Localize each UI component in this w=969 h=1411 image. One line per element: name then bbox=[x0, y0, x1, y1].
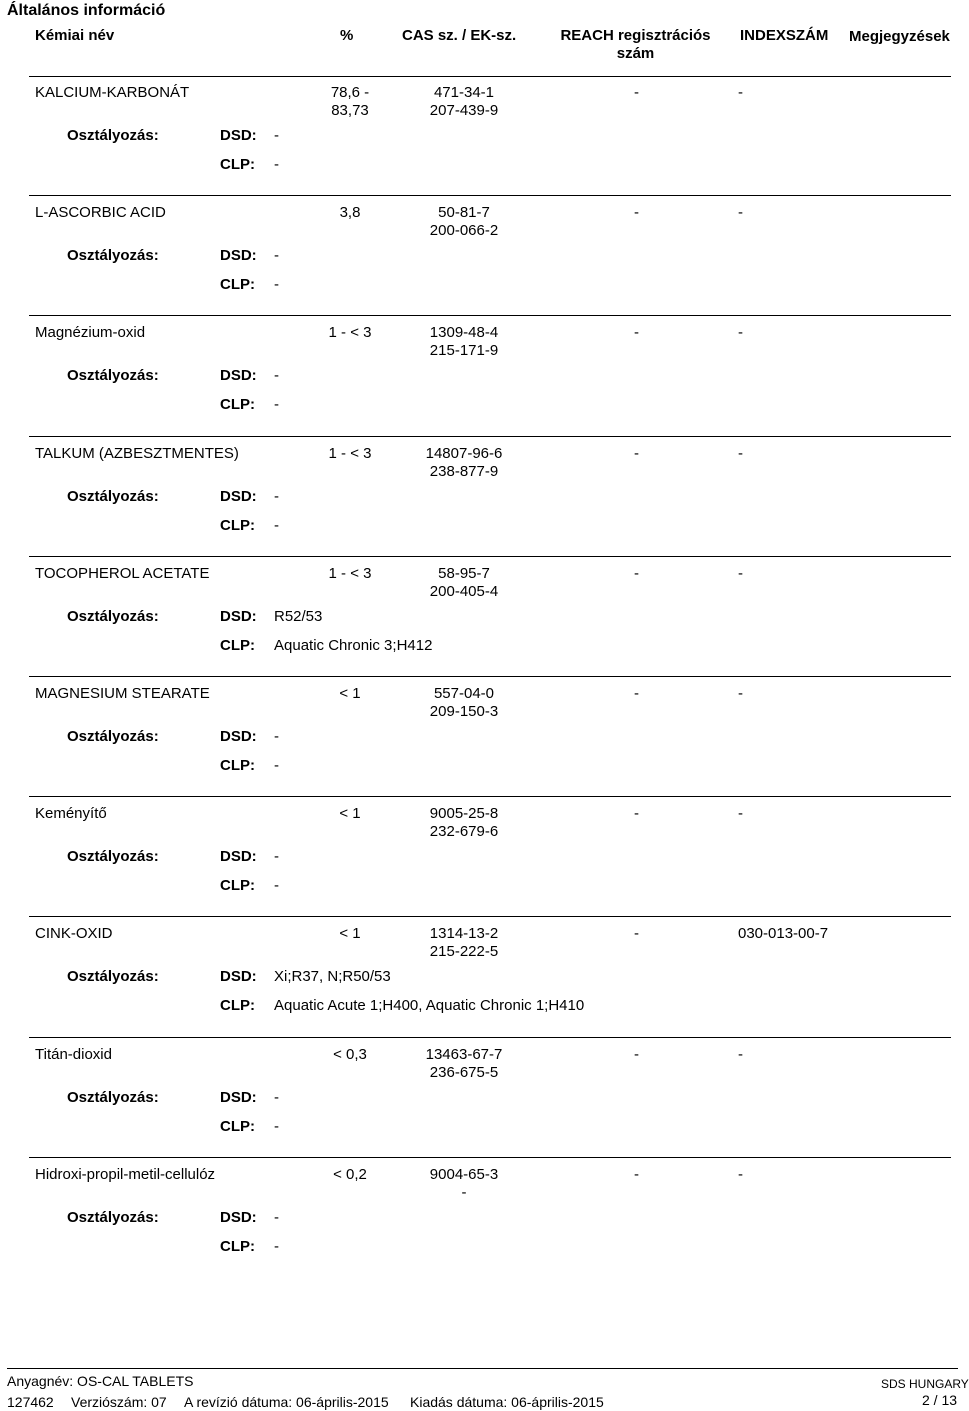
classification-label: Osztályozás: bbox=[67, 1209, 159, 1226]
dsd-value: - bbox=[274, 1209, 279, 1226]
cas-number: 1309-48-4 bbox=[429, 324, 499, 341]
reach-number: - bbox=[634, 1046, 639, 1063]
classification-label: Osztályozás: bbox=[67, 968, 159, 985]
row-separator bbox=[29, 1037, 951, 1038]
cas-number: 58-95-7 bbox=[438, 565, 490, 582]
dsd-label: DSD: bbox=[220, 728, 257, 745]
dsd-label: DSD: bbox=[220, 1089, 257, 1106]
footer-revision-date: A revízió dátuma: 06-április-2015 bbox=[184, 1394, 389, 1410]
percent-line1: < 0,2 bbox=[333, 1166, 367, 1183]
classification-label: Osztályozás: bbox=[67, 247, 159, 264]
classification-label: Osztályozás: bbox=[67, 608, 159, 625]
substance-cas-ec bbox=[404, 445, 524, 481]
dsd-label: DSD: bbox=[220, 608, 257, 625]
header-percent: % bbox=[340, 27, 354, 44]
clp-label: CLP: bbox=[220, 156, 255, 173]
substance-cas-ec bbox=[404, 1166, 524, 1202]
reach-number: - bbox=[634, 685, 639, 702]
dsd-label: DSD: bbox=[220, 848, 257, 865]
percent-line1: < 0,3 bbox=[333, 1046, 367, 1063]
percent-line2: 83,73 bbox=[331, 102, 369, 119]
substance-name: Keményítő bbox=[35, 805, 107, 822]
reach-number: - bbox=[634, 805, 639, 822]
substance-name: L-ASCORBIC ACID bbox=[35, 204, 166, 221]
index-number: - bbox=[738, 324, 743, 341]
substance-row bbox=[0, 685, 960, 795]
substance-name: CINK-OXID bbox=[35, 925, 113, 942]
percent-line1: < 1 bbox=[339, 925, 361, 942]
clp-value: Aquatic Acute 1;H400, Aquatic Chronic 1;H410 bbox=[274, 997, 585, 1014]
dsd-value: - bbox=[274, 127, 279, 144]
classification-label: Osztályozás: bbox=[67, 488, 159, 505]
header-chemical-name: Kémiai név bbox=[35, 27, 115, 44]
percent-line1: 3,8 bbox=[339, 204, 361, 221]
dsd-label: DSD: bbox=[220, 247, 257, 264]
ec-number: 236-675-5 bbox=[429, 1064, 499, 1081]
substance-cas-ec bbox=[404, 204, 524, 240]
dsd-label: DSD: bbox=[220, 1209, 257, 1226]
cas-number: 13463-67-7 bbox=[425, 1046, 503, 1063]
substance-cas-ec bbox=[404, 1046, 524, 1082]
substance-name: KALCIUM-KARBONÁT bbox=[35, 84, 190, 101]
footer-sds-label: SDS HUNGARY bbox=[881, 1377, 969, 1391]
clp-label: CLP: bbox=[220, 276, 255, 293]
dsd-value: - bbox=[274, 848, 279, 865]
reach-number: - bbox=[634, 1166, 639, 1183]
cas-number: 1314-13-2 bbox=[429, 925, 499, 942]
clp-label: CLP: bbox=[220, 997, 255, 1014]
reach-number: - bbox=[634, 445, 639, 462]
dsd-value: - bbox=[274, 1089, 279, 1106]
cas-number: 9004-65-3 bbox=[429, 1166, 499, 1183]
percent-line1: 1 - < 3 bbox=[328, 445, 372, 462]
substance-percent bbox=[300, 685, 400, 703]
substance-row bbox=[0, 204, 960, 314]
classification-label: Osztályozás: bbox=[67, 127, 159, 144]
reach-number: - bbox=[634, 324, 639, 341]
clp-value: - bbox=[274, 156, 279, 173]
clp-value: - bbox=[274, 757, 279, 774]
reach-number: - bbox=[634, 925, 639, 942]
substance-percent bbox=[300, 1046, 400, 1064]
footer-product-name: Anyagnév: OS-CAL TABLETS bbox=[7, 1373, 194, 1389]
dsd-value: - bbox=[274, 247, 279, 264]
substance-row bbox=[0, 925, 960, 1035]
clp-label: CLP: bbox=[220, 1118, 255, 1135]
substance-percent bbox=[300, 1166, 400, 1184]
index-number: - bbox=[738, 805, 743, 822]
clp-value: - bbox=[274, 396, 279, 413]
dsd-label: DSD: bbox=[220, 127, 257, 144]
cas-number: 557-04-0 bbox=[433, 685, 495, 702]
substance-name: TOCOPHEROL ACETATE bbox=[35, 565, 210, 582]
percent-line1: < 1 bbox=[339, 805, 361, 822]
clp-value: - bbox=[274, 276, 279, 293]
ec-number: 200-405-4 bbox=[429, 583, 499, 600]
row-separator bbox=[29, 315, 951, 316]
footer-version: Verziószám: 07 bbox=[71, 1394, 167, 1410]
ec-number: 215-171-9 bbox=[429, 342, 499, 359]
substance-cas-ec bbox=[404, 84, 524, 120]
percent-line1: 1 - < 3 bbox=[328, 324, 372, 341]
substance-row bbox=[0, 324, 960, 434]
index-number: - bbox=[738, 204, 743, 221]
header-notes: Megjegyzések bbox=[849, 28, 950, 45]
row-separator bbox=[29, 556, 951, 557]
footer-doc-id: 127462 bbox=[7, 1394, 54, 1410]
substance-row bbox=[0, 1046, 960, 1156]
dsd-value: - bbox=[274, 488, 279, 505]
ec-number: 232-679-6 bbox=[429, 823, 499, 840]
substance-cas-ec bbox=[404, 805, 524, 841]
ec-number: - bbox=[461, 1184, 467, 1201]
clp-value: - bbox=[274, 1238, 279, 1255]
clp-label: CLP: bbox=[220, 757, 255, 774]
substance-percent bbox=[300, 324, 400, 342]
substance-cas-ec bbox=[404, 324, 524, 360]
substance-row bbox=[0, 445, 960, 555]
substance-percent bbox=[300, 445, 400, 463]
dsd-label: DSD: bbox=[220, 488, 257, 505]
substance-percent bbox=[300, 565, 400, 583]
cas-number: 471-34-1 bbox=[433, 84, 495, 101]
percent-line1: < 1 bbox=[339, 685, 361, 702]
substance-percent bbox=[300, 84, 400, 120]
substance-percent bbox=[300, 925, 400, 943]
clp-value: Aquatic Chronic 3;H412 bbox=[274, 637, 433, 654]
index-number: 030-013-00-7 bbox=[738, 925, 829, 942]
header-reach-line2: szám bbox=[616, 45, 655, 62]
cas-number: 14807-96-6 bbox=[425, 445, 503, 462]
substance-row bbox=[0, 805, 960, 915]
section-title: Általános információ bbox=[7, 2, 166, 19]
reach-number: - bbox=[634, 204, 639, 221]
clp-label: CLP: bbox=[220, 637, 255, 654]
reach-number: - bbox=[634, 84, 639, 101]
ec-number: 238-877-9 bbox=[429, 463, 499, 480]
substance-name: Titán-dioxid bbox=[35, 1046, 112, 1063]
footer-rule bbox=[7, 1368, 958, 1369]
classification-label: Osztályozás: bbox=[67, 848, 159, 865]
classification-label: Osztályozás: bbox=[67, 367, 159, 384]
substance-percent bbox=[300, 805, 400, 823]
row-separator bbox=[29, 796, 951, 797]
index-number: - bbox=[738, 565, 743, 582]
clp-label: CLP: bbox=[220, 877, 255, 894]
ec-number: 215-222-5 bbox=[429, 943, 499, 960]
substance-name: MAGNESIUM STEARATE bbox=[35, 685, 210, 702]
substance-cas-ec bbox=[404, 685, 524, 721]
row-separator bbox=[29, 1157, 951, 1158]
index-number: - bbox=[738, 1166, 743, 1183]
row-separator bbox=[29, 195, 951, 196]
clp-value: - bbox=[274, 877, 279, 894]
clp-label: CLP: bbox=[220, 396, 255, 413]
index-number: - bbox=[738, 685, 743, 702]
substance-row bbox=[0, 565, 960, 675]
header-reach bbox=[548, 27, 723, 63]
clp-value: - bbox=[274, 517, 279, 534]
dsd-label: DSD: bbox=[220, 968, 257, 985]
cas-number: 50-81-7 bbox=[438, 204, 490, 221]
clp-value: - bbox=[274, 1118, 279, 1135]
ec-number: 200-066-2 bbox=[429, 222, 499, 239]
percent-line1: 78,6 - bbox=[330, 84, 370, 101]
row-separator bbox=[29, 916, 951, 917]
ec-number: 207-439-9 bbox=[429, 102, 499, 119]
row-separator bbox=[29, 436, 951, 437]
index-number: - bbox=[738, 1046, 743, 1063]
percent-line1: 1 - < 3 bbox=[328, 565, 372, 582]
dsd-value: - bbox=[274, 728, 279, 745]
dsd-value: R52/53 bbox=[274, 608, 323, 625]
clp-label: CLP: bbox=[220, 1238, 255, 1255]
footer-page-number: 2 / 13 bbox=[922, 1392, 958, 1408]
substance-row bbox=[0, 84, 960, 194]
substance-cas-ec bbox=[404, 925, 524, 961]
substance-name: Hidroxi-propil-metil-cellulóz bbox=[35, 1166, 216, 1183]
classification-label: Osztályozás: bbox=[67, 728, 159, 745]
substance-percent bbox=[300, 204, 400, 222]
dsd-label: DSD: bbox=[220, 367, 257, 384]
row-separator bbox=[29, 676, 951, 677]
header-cas-ec: CAS sz. / EK-sz. bbox=[402, 27, 517, 44]
index-number: - bbox=[738, 445, 743, 462]
substance-row bbox=[0, 1166, 960, 1276]
substance-cas-ec bbox=[404, 565, 524, 601]
dsd-value: - bbox=[274, 367, 279, 384]
ec-number: 209-150-3 bbox=[429, 703, 499, 720]
header-reach-line1: REACH regisztrációs bbox=[560, 27, 711, 44]
header-index: INDEXSZÁM bbox=[740, 27, 829, 44]
clp-label: CLP: bbox=[220, 517, 255, 534]
substance-name: TALKUM (AZBESZTMENTES) bbox=[35, 445, 239, 462]
reach-number: - bbox=[634, 565, 639, 582]
footer-issue-date: Kiadás dátuma: 06-április-2015 bbox=[410, 1394, 604, 1410]
header-rule bbox=[29, 76, 951, 77]
substance-name: Magnézium-oxid bbox=[35, 324, 146, 341]
cas-number: 9005-25-8 bbox=[429, 805, 499, 822]
classification-label: Osztályozás: bbox=[67, 1089, 159, 1106]
index-number: - bbox=[738, 84, 743, 101]
dsd-value: Xi;R37, N;R50/53 bbox=[274, 968, 391, 985]
